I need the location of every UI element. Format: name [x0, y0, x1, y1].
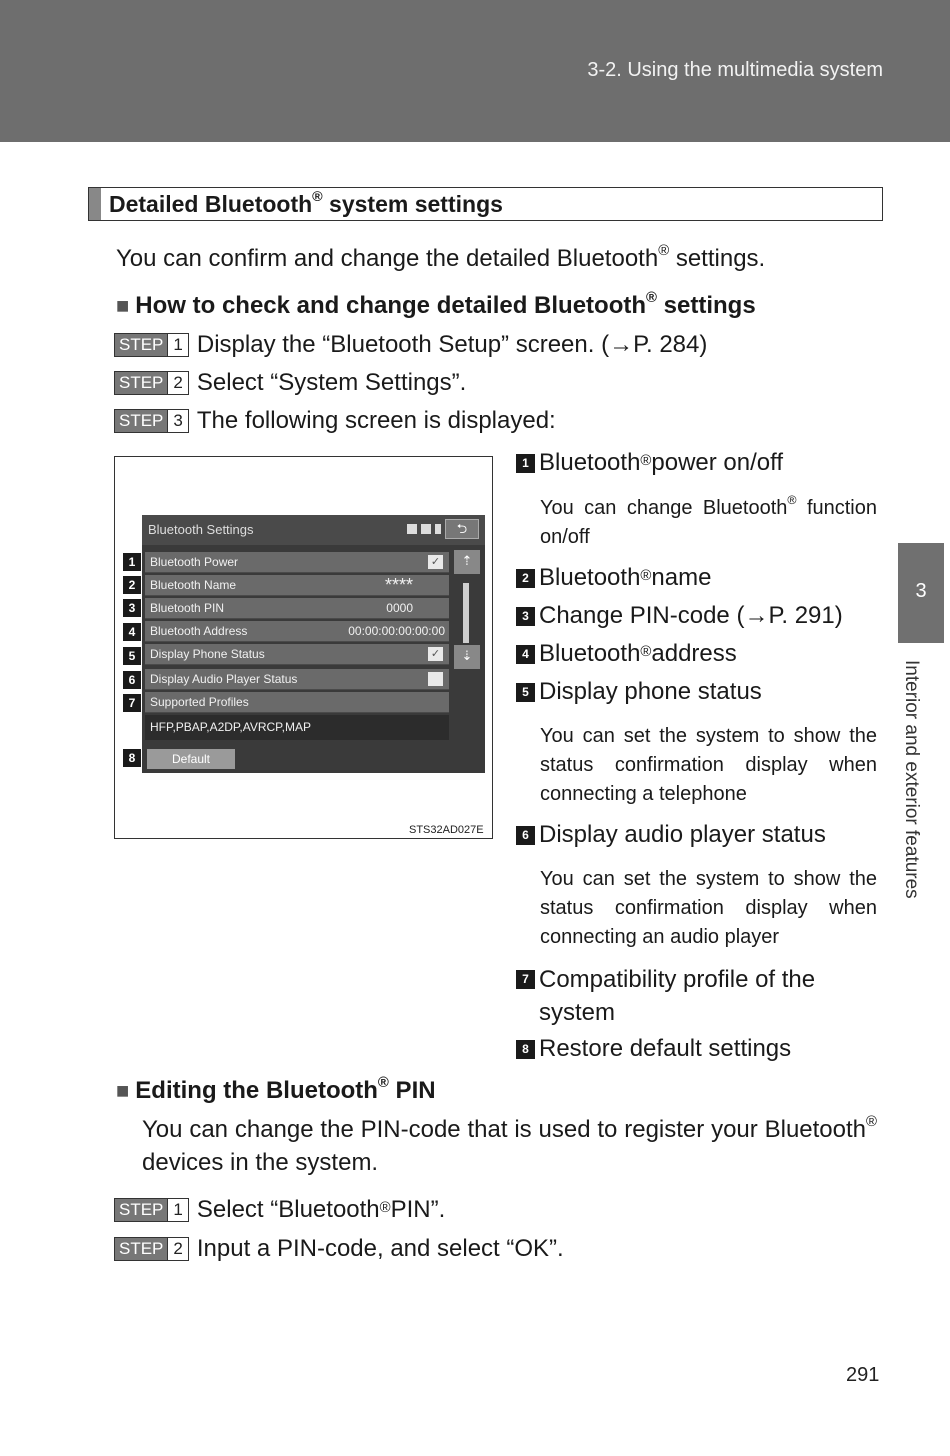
callout-4: 4: [123, 623, 141, 641]
bluetooth-power-checkbox[interactable]: ✓: [428, 555, 443, 569]
header-section-title: 3-2. Using the multimedia system: [587, 59, 883, 81]
item-4: 4 Bluetooth ® address: [516, 640, 737, 668]
supported-profiles-value: HFP,PBAP,A2DP,AVRCP,MAP: [145, 715, 449, 740]
item-8: 8 Restore default settings: [516, 1035, 791, 1063]
subsection-heading: ■ How to check and change detailed Bluetooth® settings: [116, 289, 756, 319]
intro-text: You can confirm and change the detailed Bluetooth® settings.: [116, 242, 766, 272]
chapter-label: Interior and exterior features: [901, 660, 922, 899]
chapter-number: 3: [915, 580, 927, 602]
step-3: STEP 3 The following screen is displayed:: [114, 407, 556, 435]
section-heading-bar: [89, 188, 101, 220]
item-5: 5 Display phone status: [516, 678, 762, 706]
step-badge: STEP 2: [114, 371, 189, 395]
row-bluetooth-address[interactable]: Bluetooth Address 00:00:00:00:00:00: [145, 621, 449, 642]
section-title: Detailed Bluetooth® system settings: [109, 189, 503, 217]
scrollbar[interactable]: [463, 583, 469, 643]
signal-icon: [421, 524, 431, 534]
pin-paragraph: You can change the PIN-code that is used to register your Bluetooth® devices in the system.: [142, 1113, 877, 1176]
callout-1: 1: [123, 553, 141, 571]
step-badge: STEP 3: [114, 409, 189, 433]
row-bluetooth-name[interactable]: Bluetooth Name ****: [145, 575, 449, 596]
chapter-tab: [898, 543, 944, 643]
section-heading: [88, 187, 883, 221]
default-button[interactable]: Default: [147, 749, 235, 769]
item-7: 7 Compatibility profile of the system: [516, 963, 878, 1029]
subsection-heading-pin: ■ Editing the Bluetooth® PIN: [116, 1074, 436, 1104]
row-supported-profiles: Supported Profiles: [145, 692, 449, 713]
row-display-phone-status[interactable]: Display Phone Status ✓: [145, 644, 449, 665]
phone-status-checkbox[interactable]: ✓: [428, 647, 443, 661]
step-badge: STEP 2: [114, 1237, 189, 1261]
bluetooth-status-icon: [407, 524, 417, 534]
item-6-desc: You can set the system to show the status confirmation display when connecting an audio player: [540, 868, 877, 948]
item-2: 2 Bluetooth ® name: [516, 564, 711, 592]
figure-code: STS32AD027E: [409, 824, 484, 836]
row-bluetooth-pin[interactable]: Bluetooth PIN 0000: [145, 598, 449, 619]
screen-title: Bluetooth Settings: [148, 522, 254, 537]
callout-5: 5: [123, 647, 141, 665]
callout-2: 2: [123, 576, 141, 594]
scroll-up-button[interactable]: ⇡: [454, 550, 480, 574]
item-1: 1 Bluetooth ® power on/off: [516, 449, 783, 477]
step-badge: STEP 1: [114, 333, 189, 357]
pin-step-2: STEP 2 Input a PIN-code, and select “OK”.: [114, 1235, 564, 1263]
audio-status-checkbox[interactable]: [428, 672, 443, 686]
step-badge: STEP 1: [114, 1198, 189, 1222]
row-display-audio-player-status[interactable]: Display Audio Player Status: [145, 669, 449, 690]
bluetooth-settings-screen: [142, 515, 485, 773]
screen-title-bar: [142, 515, 485, 545]
item-3: 3 Change PIN-code (→P. 291): [516, 602, 843, 630]
item-6: 6 Display audio player status: [516, 821, 826, 849]
battery-icon: [435, 524, 441, 534]
step-2: STEP 2 Select “System Settings”.: [114, 369, 466, 397]
row-bluetooth-power[interactable]: Bluetooth Power ✓: [145, 552, 449, 573]
callout-6: 6: [123, 671, 141, 689]
page-number: 291: [846, 1364, 880, 1386]
back-button[interactable]: ⮌: [445, 519, 479, 539]
step-1: STEP 1 Display the “Bluetooth Setup” screen. (→P. 284): [114, 331, 707, 359]
item-1-desc: You can change Bluetooth® function on/off: [540, 493, 877, 548]
callout-3: 3: [123, 599, 141, 617]
scroll-down-button[interactable]: ⇣: [454, 645, 480, 669]
header-band: [0, 0, 950, 142]
callout-8: 8: [123, 749, 141, 767]
item-5-desc: You can set the system to show the status confirmation display when connecting a telephone: [540, 725, 877, 805]
pin-step-1: STEP 1 Select “Bluetooth ® PIN”.: [114, 1196, 445, 1224]
callout-7: 7: [123, 694, 141, 712]
